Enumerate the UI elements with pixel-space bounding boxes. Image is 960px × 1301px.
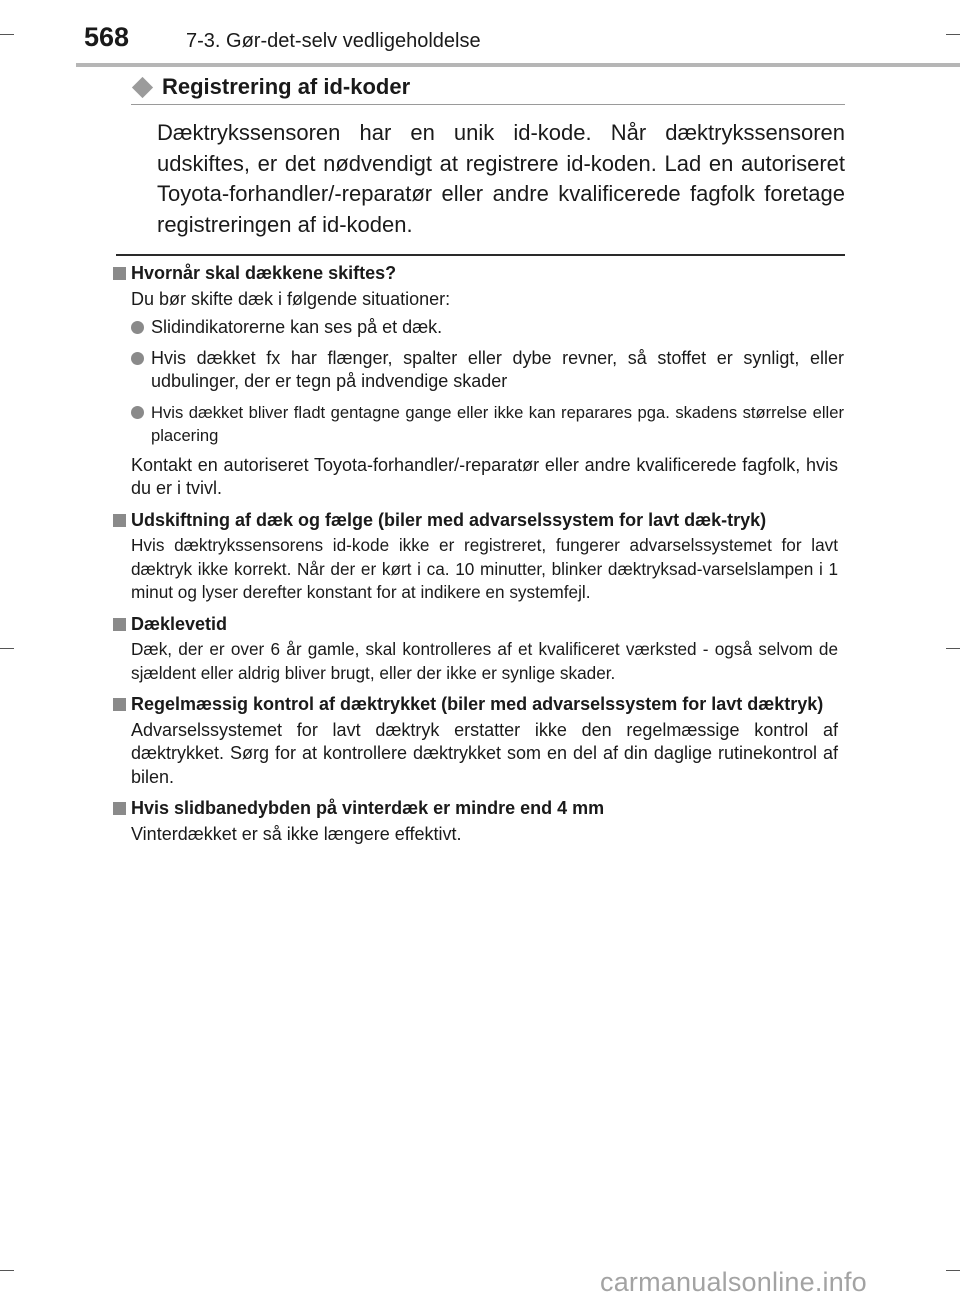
round-bullet-icon xyxy=(131,352,144,365)
square-bullet-icon xyxy=(113,514,126,527)
notes-section xyxy=(113,262,844,854)
crop-mark xyxy=(946,648,960,649)
note-intro: Du bør skifte dæk i følgende situationer: xyxy=(131,288,451,309)
round-bullet-icon xyxy=(131,406,144,419)
page-number: 568 xyxy=(84,22,130,52)
list-item-text: Hvis dækket fx har flænger, spalter eller dybe revner, så stoffet er synligt, eller udbulinger, der er tegn på indvendige skader xyxy=(151,347,844,391)
crop-mark xyxy=(946,1270,960,1271)
list-item xyxy=(131,316,844,340)
note-outro: Kontakt en autoriseret Toyota-forhandler/-reparatør eller andre kvalificerede fagfolk, hvis du er i tvivl. xyxy=(131,454,838,498)
note-text: Vinterdækket er så ikke længere effektivt. xyxy=(131,823,462,844)
square-bullet-icon xyxy=(113,618,126,631)
id-code-section xyxy=(131,70,845,240)
list-item xyxy=(131,347,844,394)
round-bullet-icon xyxy=(131,321,144,334)
section-divider xyxy=(116,254,845,256)
section-title: 7-3. Gør-det-selv vedligeholdelse xyxy=(186,30,481,52)
watermark: carmanualsonline.info xyxy=(600,1267,867,1297)
id-code-title: Registrering af id-koder xyxy=(162,74,411,99)
page-header xyxy=(0,0,960,66)
square-bullet-icon xyxy=(113,698,126,711)
note-heading xyxy=(113,797,844,821)
note-heading-text: Dæklevetid xyxy=(131,613,228,634)
note-item-tire-lifetime xyxy=(113,613,844,686)
list-item xyxy=(131,401,844,448)
crop-mark xyxy=(0,648,14,649)
note-heading xyxy=(113,693,844,717)
square-bullet-icon xyxy=(113,267,126,280)
note-heading-text: Udskiftning af dæk og fælge (biler med advarselssystem for lavt dæk-tryk) xyxy=(131,509,767,530)
square-bullet-icon xyxy=(113,802,126,815)
diamond-icon xyxy=(132,76,153,97)
note-heading-text: Hvis slidbanedybden på vinterdæk er mindre end 4 mm xyxy=(131,798,605,818)
note-heading xyxy=(113,509,844,533)
header-rule xyxy=(76,63,960,67)
crop-mark xyxy=(0,1270,14,1271)
note-item-tire-replacement xyxy=(113,262,844,501)
note-heading-text: Regelmæssig kontrol af dæktrykket (biler med advarselssystem for lavt dæktryk) xyxy=(131,694,824,714)
list-item-text: Hvis dækket bliver fladt gentagne gange eller ikke kan reparares pga. skadens størrelse eller placering xyxy=(151,402,844,445)
note-item-winter-tread xyxy=(113,797,844,846)
note-text: Advarselssystemet for lavt dæktryk erstatter ikke den regelmæssige kontrol af dæktrykket. Sørg for at kontrollere dæktrykket som en del af din daglige rutinekontrol af bilen. xyxy=(131,719,838,787)
id-code-body: Dæktrykssensoren har en unik id-kode. Når dæktrykssensoren udskiftes, er det nødvendigt at registrere id-koden. Lad en autoriseret Toyota-forhandler/-reparatør eller andre kvalificerede fagfolk foretage registreringen af id-koden. xyxy=(157,120,845,237)
note-heading xyxy=(113,613,844,637)
list-item-text: Slidindikatorerne kan ses på et dæk. xyxy=(151,317,443,337)
note-heading xyxy=(113,262,844,286)
bullet-list xyxy=(131,316,844,448)
heading-rule xyxy=(131,104,845,105)
note-text: Hvis dæktrykssensorens id-kode ikke er registreret, fungerer advarselssystemet for lavt dæktryk ikke korrekt. Når der er kørt i ca. 10 minutter, blinker dæktryksad-varselslampen i 1 minut og lyser derefter konstant for at indikere en systemfejl. xyxy=(131,535,838,602)
note-item-wheel-replacement xyxy=(113,509,844,605)
note-item-pressure-check xyxy=(113,693,844,789)
note-text: Dæk, der er over 6 år gamle, skal kontrolleres af et kvalificeret værksted - også selvom de sjældent eller aldrig bliver brugt, eller der ikke er synlige skader. xyxy=(131,639,838,683)
id-code-heading xyxy=(131,70,845,104)
note-heading-text: Hvornår skal dækkene skiftes? xyxy=(131,263,397,283)
